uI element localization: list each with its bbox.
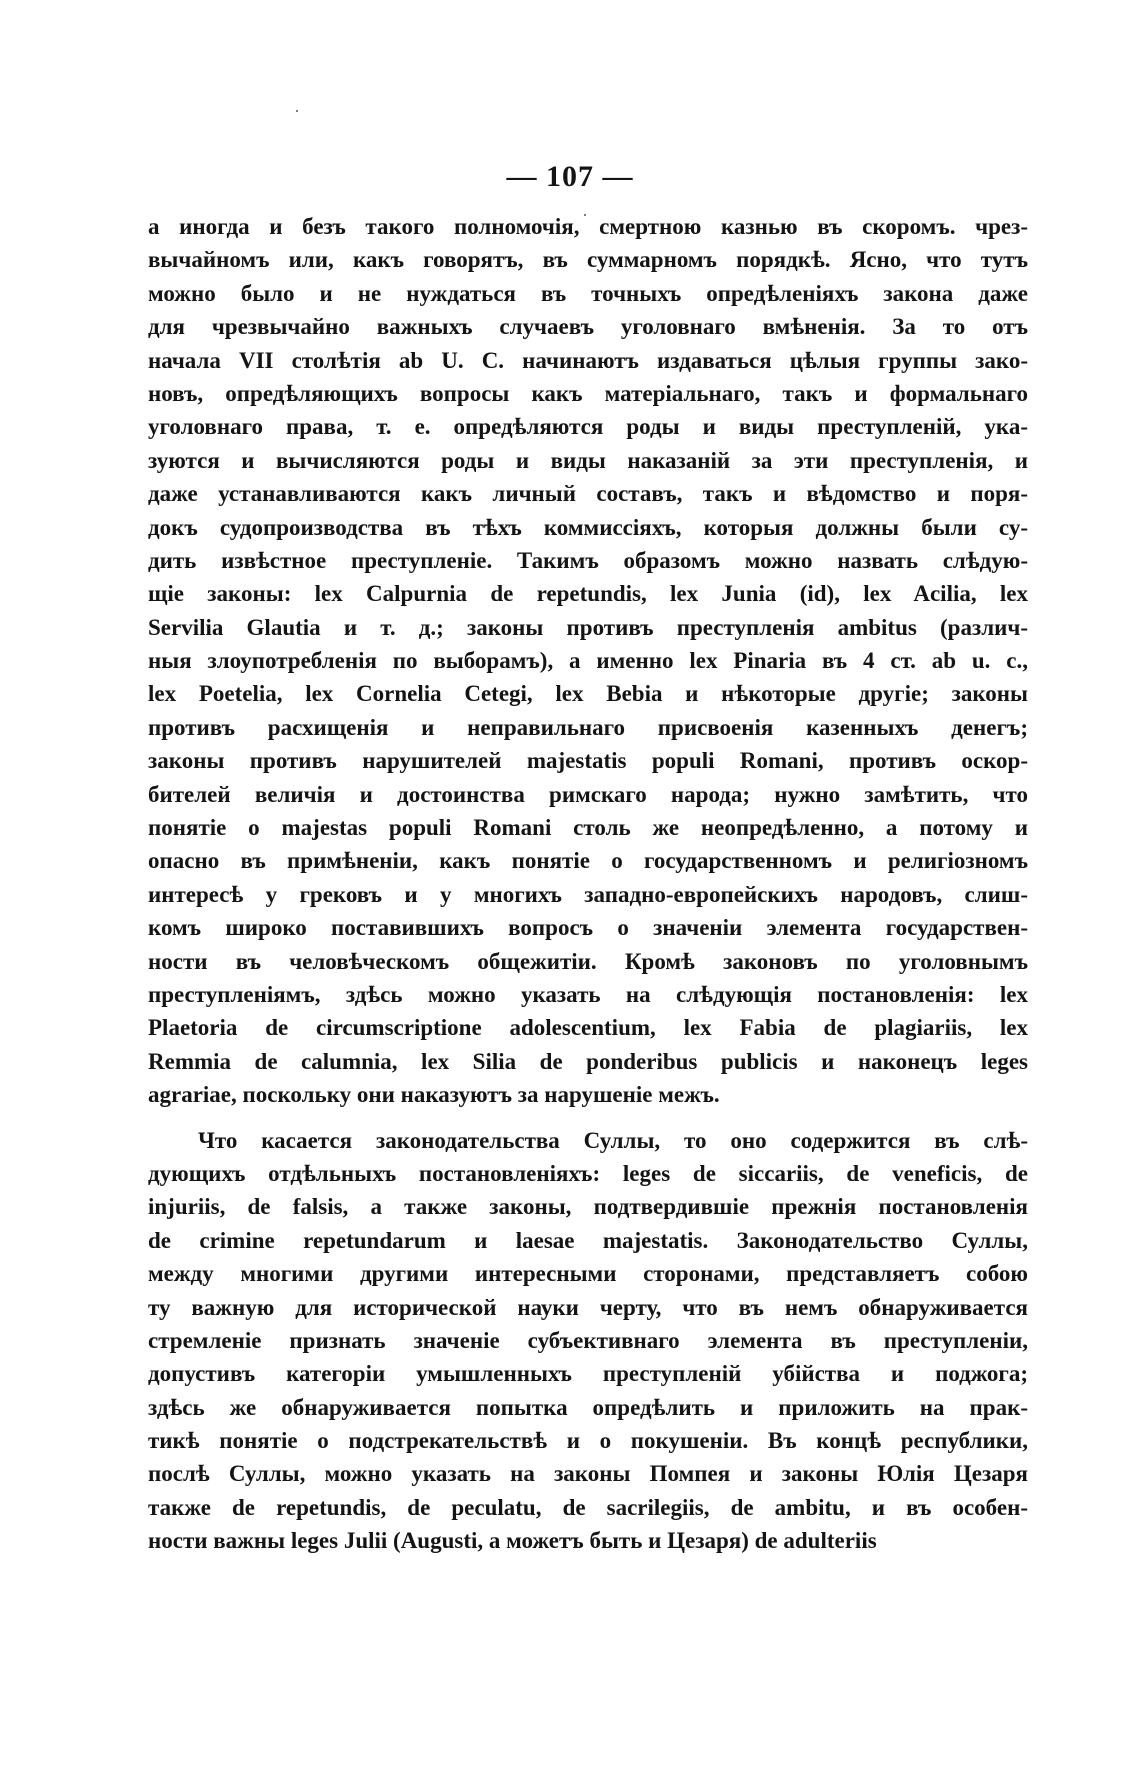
text-line: для чрезвычайно важныхъ случаевъ уголовнаго вмѣненія. За то отъ <box>148 314 1028 340</box>
text-line: стремленіе признать значеніе субъективнаго элемента въ преступленіи, <box>148 1327 1028 1353</box>
text-line: ности важны leges Julii (Augusti, а можетъ быть и Цезаря) de adulteriis <box>148 1528 877 1554</box>
text-line: законы противъ нарушителей majestatis populi Romani, противъ оскор- <box>148 748 1028 774</box>
text-line: agrariae, поскольку они наказуютъ за нарушеніе межъ. <box>148 1082 720 1108</box>
text-line: ныя злоупотребленія по выборамъ), а именно lex Pinaria въ 4 ст. ab u. c., <box>148 648 1028 674</box>
text-line: а иногда и безъ такого полномочія, смертною казнью въ скоромъ. чрез- <box>148 214 1028 239</box>
text-line: между многими другими интересными сторонами, представляетъ собою <box>148 1261 1028 1287</box>
text-line: послѣ Суллы, можно указать на законы Помпея и законы Юлія Цезаря <box>148 1461 1028 1487</box>
text-line: щіе законы: lex Calpurnia de repetundis, lex Junia (id), lex Acilia, lex <box>148 581 1028 607</box>
page-number: — 107 — <box>506 160 634 193</box>
text-line: бителей величія и достоинства римскаго народа; нужно замѣтить, что <box>148 781 1028 807</box>
text-line: допустивъ категоріи умышленныхъ преступленій убійства и поджога; <box>148 1361 1028 1387</box>
paragraph <box>148 1124 1028 1558</box>
text-line: противъ расхищенія и неправильнаго присвоенія казенныхъ денегъ; <box>148 714 1028 740</box>
text-line: комъ широко поставившихъ вопросъ о значеніи элемента государствен- <box>148 915 1028 941</box>
text-line: ту важную для исторической науки черту, что въ немъ обнаруживается <box>148 1294 1028 1320</box>
text-line: injuriis, de falsis, а также законы, подтвердившіе прежнія постановленія <box>148 1194 1028 1220</box>
text-line: lex Poetelia, lex Cornelia Cetegi, lex Bebia и нѣкоторые другіе; законы <box>148 681 1028 707</box>
text-line: начала VII столѣтія ab U. C. начинаютъ издаваться цѣлыя группы зако- <box>148 347 1028 373</box>
text-line: Servilia Glautia и т. д.; законы противъ преступленія ambitus (различ- <box>148 614 1028 640</box>
text-line: новъ, опредѣляющихъ вопросы какъ матеріальнаго, такъ и формальнаго <box>148 380 1028 406</box>
text-line: интересѣ у грековъ и у многихъ западно-европейскихъ народовъ, слиш- <box>148 881 1028 907</box>
text-line: докъ судопроизводства въ тѣхъ коммиссіяхъ, которыя должны были су- <box>148 514 1028 540</box>
text-line: уголовнаго права, т. е. опредѣляются роды и виды преступленій, ука- <box>148 414 1028 440</box>
text-line: ности въ человѣческомъ общежитіи. Кромѣ законовъ по уголовнымъ <box>148 948 1028 974</box>
paragraph <box>148 210 1028 1112</box>
text-line: даже устанавливаются какъ личный составъ, такъ и вѣдомство и поря- <box>148 481 1028 507</box>
body-text <box>148 210 1028 1558</box>
text-line: тикѣ понятіе о подстрекательствѣ и о покушеніи. Въ концѣ республики, <box>148 1428 1028 1454</box>
paragraph-gap <box>148 1112 1028 1124</box>
text-line: Remmia de calumnia, lex Silia de ponderibus publicis и наконецъ leges <box>148 1048 1028 1074</box>
text-line: понятіе о majestas populi Romani столь же неопредѣленно, а потому и <box>148 815 1028 841</box>
text-line: вычайномъ или, какъ говорятъ, въ суммарномъ порядкѣ. Ясно, что тутъ <box>148 247 1028 273</box>
text-line: Plaetoria de circumscriptione adolescentium, lex Fabia de plagiariis, lex <box>148 1015 1028 1041</box>
text-line: здѣсь же обнаруживается попытка опредѣлить и приложить на прак- <box>148 1394 1028 1420</box>
text-line: de crimine repetundarum и laesae majestatis. Законодательство Суллы, <box>148 1227 1028 1253</box>
text-line: опасно въ примѣненіи, какъ понятіе о государственномъ и религіозномъ <box>148 848 1028 874</box>
text-line: Что касается законодательства Суллы, то оно содержится въ слѣ- <box>198 1127 1028 1153</box>
text-line: преступленіямъ, здѣсь можно указать на слѣдующія постановленія: lex <box>148 981 1028 1007</box>
print-speck <box>296 110 298 112</box>
text-line: также de repetundis, de peculatu, de sacrilegiis, de ambitu, и въ особен- <box>148 1494 1028 1520</box>
text-line: дующихъ отдѣльныхъ постановленіяхъ: leges de siccariis, de veneficis, de <box>148 1160 1028 1186</box>
text-line: можно было и не нуждаться въ точныхъ опредѣленіяхъ закона даже <box>148 280 1028 306</box>
text-line: зуются и вычисляются роды и виды наказаній за эти преступленія, и <box>148 447 1028 473</box>
text-line: дить извѣстное преступленіе. Такимъ образомъ можно назвать слѣдую- <box>148 547 1028 573</box>
